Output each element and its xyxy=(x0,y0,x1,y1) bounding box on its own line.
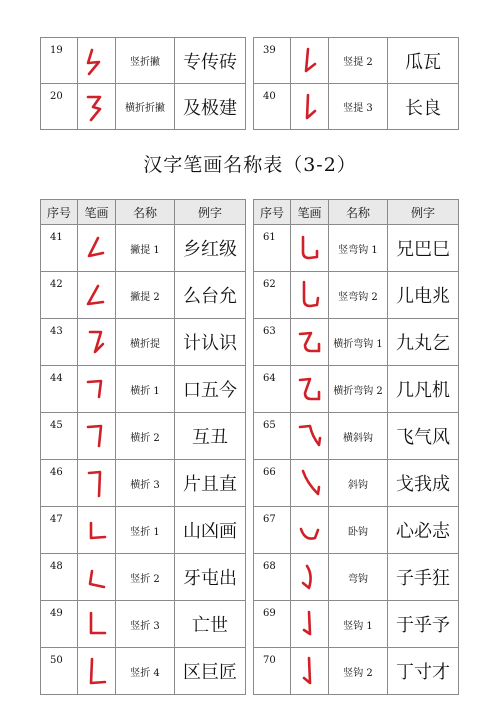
example-characters: 亡世 xyxy=(175,601,246,648)
stroke-name: 撇提 2 xyxy=(116,272,175,319)
stroke-name: 横折提 xyxy=(116,319,175,366)
table-row xyxy=(254,225,459,272)
stroke-number: 70 xyxy=(254,648,291,695)
shuti2-stroke-icon xyxy=(295,43,325,79)
example-characters: 么台允 xyxy=(175,272,246,319)
table-row xyxy=(41,507,246,554)
stroke-number: 39 xyxy=(254,38,291,84)
table-row xyxy=(41,413,246,460)
table-row xyxy=(41,554,246,601)
top-right-table xyxy=(253,37,459,130)
stroke-number: 68 xyxy=(254,554,291,601)
stroke-shape xyxy=(291,84,329,130)
table-row xyxy=(254,507,459,554)
stroke-number: 40 xyxy=(254,84,291,130)
stroke-number: 19 xyxy=(41,38,78,84)
example-characters: 戈我成 xyxy=(388,460,459,507)
table-row xyxy=(41,84,246,130)
stroke-name: 竖钩 1 xyxy=(329,601,388,648)
example-characters: 区巨匠 xyxy=(175,648,246,695)
stroke-shape xyxy=(78,648,116,695)
stroke-shape xyxy=(78,319,116,366)
header-example: 例字 xyxy=(175,200,246,225)
stroke-shape xyxy=(291,601,329,648)
shuzhe1-stroke-icon xyxy=(82,512,112,548)
stroke-shape xyxy=(291,366,329,413)
example-characters: 牙屯出 xyxy=(175,554,246,601)
stroke-shape xyxy=(291,413,329,460)
stroke-name: 竖弯钩 2 xyxy=(329,272,388,319)
shugou1-stroke-icon xyxy=(295,606,325,642)
stroke-shape xyxy=(291,38,329,84)
table-row xyxy=(41,648,246,695)
table-row xyxy=(41,272,246,319)
table-header-row xyxy=(41,200,246,225)
stroke-shape xyxy=(78,413,116,460)
header-stroke: 笔画 xyxy=(78,200,116,225)
example-characters: 子手狂 xyxy=(388,554,459,601)
stroke-shape xyxy=(291,225,329,272)
example-characters: 九丸乞 xyxy=(388,319,459,366)
stroke-shape xyxy=(78,366,116,413)
header-stroke: 笔画 xyxy=(291,200,329,225)
stroke-number: 65 xyxy=(254,413,291,460)
example-characters: 专传砖 xyxy=(175,38,246,84)
shugou2-stroke-icon xyxy=(295,653,325,689)
shuzhe3-stroke-icon xyxy=(82,606,112,642)
header-number: 序号 xyxy=(41,200,78,225)
hengzhezhepie-stroke-icon xyxy=(82,89,112,125)
stroke-shape xyxy=(291,554,329,601)
hengzhewangou2-stroke-icon xyxy=(295,371,325,407)
header-name: 名称 xyxy=(116,200,175,225)
stroke-number: 43 xyxy=(41,319,78,366)
stroke-number: 47 xyxy=(41,507,78,554)
shuzhe2-stroke-icon xyxy=(82,559,112,595)
stroke-number: 49 xyxy=(41,601,78,648)
stroke-number: 48 xyxy=(41,554,78,601)
stroke-shape xyxy=(78,38,116,84)
stroke-shape xyxy=(291,648,329,695)
pieti1-stroke-icon xyxy=(82,230,112,266)
shuwangou1-stroke-icon xyxy=(295,230,325,266)
stroke-name: 撇提 1 xyxy=(116,225,175,272)
table-row xyxy=(41,366,246,413)
stroke-shape xyxy=(291,319,329,366)
header-number: 序号 xyxy=(254,200,291,225)
stroke-number: 44 xyxy=(41,366,78,413)
shuzhepie-stroke-icon xyxy=(82,43,112,79)
example-characters: 计认识 xyxy=(175,319,246,366)
stroke-shape xyxy=(78,460,116,507)
stroke-name: 竖折 1 xyxy=(116,507,175,554)
example-characters: 兄巴巳 xyxy=(388,225,459,272)
header-name: 名称 xyxy=(329,200,388,225)
stroke-name: 竖提 3 xyxy=(329,84,388,130)
stroke-name: 卧钩 xyxy=(329,507,388,554)
header-example: 例字 xyxy=(388,200,459,225)
stroke-number: 50 xyxy=(41,648,78,695)
stroke-number: 63 xyxy=(254,319,291,366)
table-row xyxy=(254,601,459,648)
stroke-name: 竖折 4 xyxy=(116,648,175,695)
shuti3-stroke-icon xyxy=(295,89,325,125)
stroke-number: 61 xyxy=(254,225,291,272)
table-row xyxy=(254,38,459,84)
xiegou-stroke-icon xyxy=(295,465,325,501)
table-row xyxy=(254,84,459,130)
stroke-shape xyxy=(78,84,116,130)
stroke-number: 42 xyxy=(41,272,78,319)
example-characters: 儿电兆 xyxy=(388,272,459,319)
stroke-name: 横折弯钩 2 xyxy=(329,366,388,413)
top-left-table xyxy=(40,37,246,130)
stroke-name: 弯钩 xyxy=(329,554,388,601)
stroke-number: 62 xyxy=(254,272,291,319)
example-characters: 飞气风 xyxy=(388,413,459,460)
hengzhe2-stroke-icon xyxy=(82,418,112,454)
wogou-stroke-icon xyxy=(295,512,325,548)
example-characters: 及极建 xyxy=(175,84,246,130)
example-characters: 片且直 xyxy=(175,460,246,507)
hengzheti-stroke-icon xyxy=(82,324,112,360)
pieti2-stroke-icon xyxy=(82,277,112,313)
table-row xyxy=(254,648,459,695)
hengzhe3-stroke-icon xyxy=(82,465,112,501)
stroke-name: 斜钩 xyxy=(329,460,388,507)
table-row xyxy=(254,319,459,366)
stroke-name: 横斜钩 xyxy=(329,413,388,460)
stroke-number: 20 xyxy=(41,84,78,130)
stroke-name: 竖折撇 xyxy=(116,38,175,84)
shuzhe4-stroke-icon xyxy=(82,653,112,689)
stroke-shape xyxy=(291,507,329,554)
stroke-number: 69 xyxy=(254,601,291,648)
example-characters: 丁寸才 xyxy=(388,648,459,695)
stroke-shape xyxy=(78,554,116,601)
table-row xyxy=(41,225,246,272)
stroke-name: 横折弯钩 1 xyxy=(329,319,388,366)
table-row xyxy=(254,366,459,413)
stroke-shape xyxy=(291,272,329,319)
example-characters: 长良 xyxy=(388,84,459,130)
table-row xyxy=(41,38,246,84)
example-characters: 心必志 xyxy=(388,507,459,554)
stroke-name: 横折 1 xyxy=(116,366,175,413)
stroke-number: 67 xyxy=(254,507,291,554)
page-title: 汉字笔画名称表（3-2） xyxy=(143,154,357,176)
stroke-number: 45 xyxy=(41,413,78,460)
example-characters: 几凡机 xyxy=(388,366,459,413)
table-row xyxy=(41,460,246,507)
stroke-number: 46 xyxy=(41,460,78,507)
hengxiegou-stroke-icon xyxy=(295,418,325,454)
wangou-stroke-icon xyxy=(295,559,325,595)
example-characters: 口五今 xyxy=(175,366,246,413)
stroke-number: 41 xyxy=(41,225,78,272)
stroke-shape xyxy=(291,460,329,507)
table-row xyxy=(254,554,459,601)
table-row xyxy=(254,272,459,319)
table-header-row xyxy=(254,200,459,225)
example-characters: 互丑 xyxy=(175,413,246,460)
example-characters: 于乎予 xyxy=(388,601,459,648)
stroke-name: 横折 3 xyxy=(116,460,175,507)
example-characters: 乡红级 xyxy=(175,225,246,272)
stroke-name: 横折折撇 xyxy=(116,84,175,130)
stroke-name: 竖钩 2 xyxy=(329,648,388,695)
stroke-name: 竖弯钩 1 xyxy=(329,225,388,272)
stroke-table-left xyxy=(40,199,246,695)
stroke-shape xyxy=(78,601,116,648)
example-characters: 山凶画 xyxy=(175,507,246,554)
example-characters: 瓜瓦 xyxy=(388,38,459,84)
table-row xyxy=(41,319,246,366)
stroke-shape xyxy=(78,225,116,272)
table-row xyxy=(254,413,459,460)
stroke-name: 横折 2 xyxy=(116,413,175,460)
table-row xyxy=(41,601,246,648)
hengzhewangou1-stroke-icon xyxy=(295,324,325,360)
stroke-name: 竖折 3 xyxy=(116,601,175,648)
stroke-shape xyxy=(78,507,116,554)
stroke-number: 64 xyxy=(254,366,291,413)
table-row xyxy=(254,460,459,507)
stroke-name: 竖提 2 xyxy=(329,38,388,84)
hengzhe1-stroke-icon xyxy=(82,371,112,407)
stroke-name: 竖折 2 xyxy=(116,554,175,601)
stroke-number: 66 xyxy=(254,460,291,507)
stroke-table-right xyxy=(253,199,459,695)
stroke-shape xyxy=(78,272,116,319)
shuwangou2-stroke-icon xyxy=(295,277,325,313)
